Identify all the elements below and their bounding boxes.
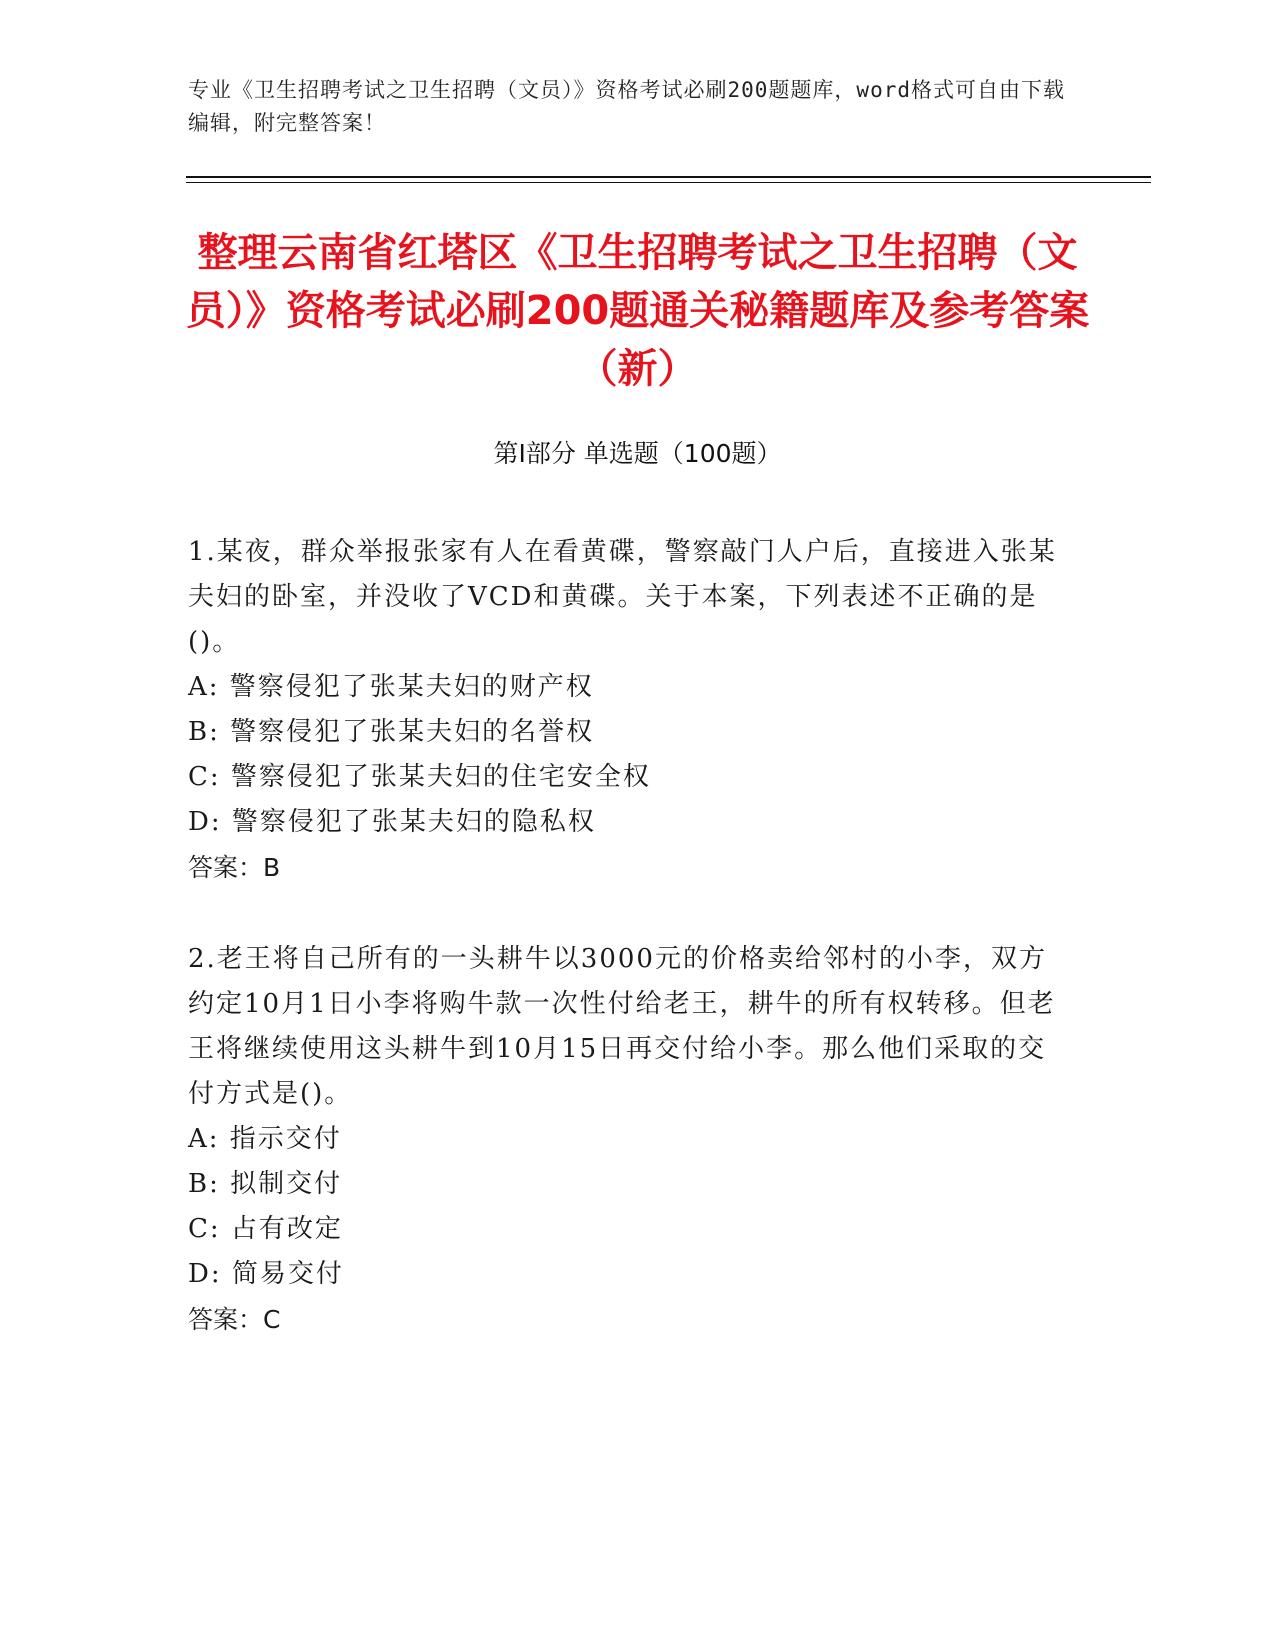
header-divider-thick [186, 176, 1151, 178]
header-divider-thin [186, 182, 1151, 183]
header-note: 专业《卫生招聘考试之卫生招聘（文员）》资格考试必刷200题题库，word格式可自由下载编辑，附完整答案！ [188, 78, 1065, 135]
question-stem: 1.某夜，群众举报张家有人在看黄碟，警察敲门人户后，直接进入张某夫妇的卧室，并没收了VCD和黄碟。关于本案，下列表述不正确的是()。 [188, 537, 1057, 657]
document-title: 整理云南省红塔区《卫生招聘考试之卫生招聘（文员）》资格考试必刷200题通关秘籍题库及参考答案（新） [185, 230, 1090, 392]
option-d: D: 简易交付 [188, 1259, 344, 1289]
question-stem: 2.老王将自己所有的一头耕牛以3000元的价格卖给邻村的小李，双方约定10月1日小李将购牛款一次性付给老王，耕牛的所有权转移。但老王将继续使用这头耕牛到10月15日再交付给小李。那么他们采取的交付方式是()。 [188, 944, 1056, 1109]
option-b: B: 警察侵犯了张某夫妇的名誉权 [188, 717, 595, 747]
option-c: C: 警察侵犯了张某夫妇的住宅安全权 [188, 762, 651, 792]
answer: 答案：B [188, 853, 281, 882]
option-a: A: 指示交付 [188, 1124, 342, 1154]
section-title: 第I部分 单选题（100题） [493, 439, 782, 468]
question-1 [188, 530, 1068, 890]
question-2 [188, 937, 1068, 1342]
option-a: A: 警察侵犯了张某夫妇的财产权 [188, 672, 594, 702]
option-d: D: 警察侵犯了张某夫妇的隐私权 [188, 807, 596, 837]
option-b: B: 拟制交付 [188, 1169, 343, 1199]
answer: 答案：C [188, 1305, 281, 1334]
option-c: C: 占有改定 [188, 1214, 343, 1244]
